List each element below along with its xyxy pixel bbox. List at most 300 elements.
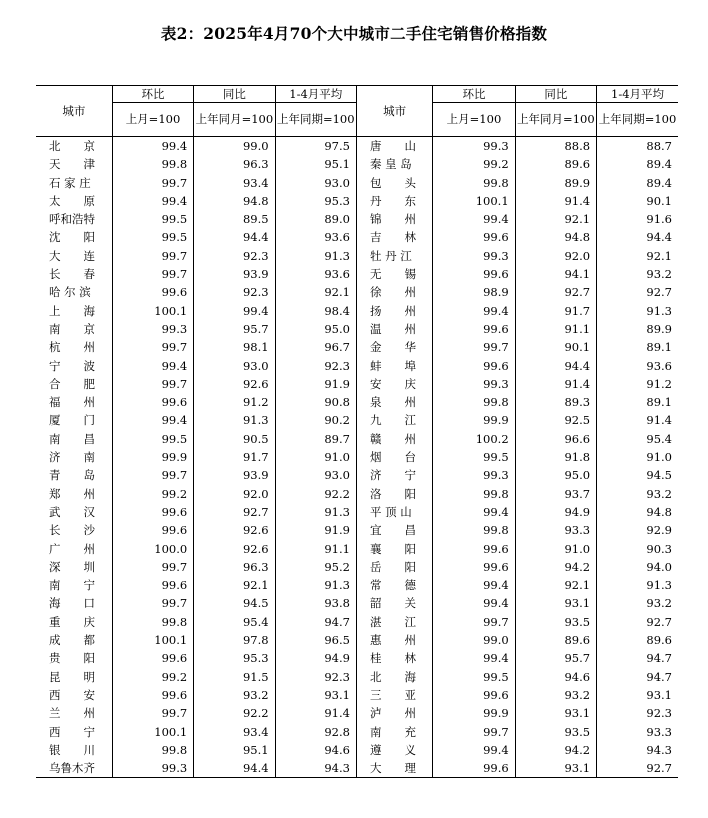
mom-value-cell: 99.6 [433, 686, 515, 704]
avg-value-cell: 93.2 [597, 594, 678, 612]
mom-value-cell: 99.2 [433, 155, 515, 173]
mom-value-cell: 99.6 [433, 228, 515, 246]
mom-value-cell: 99.6 [112, 393, 193, 411]
mom-value-cell: 99.2 [112, 485, 193, 503]
avg-value-cell: 92.1 [275, 283, 356, 301]
city-name-cell: 泉 州 [356, 393, 432, 411]
city-name-cell: 蚌 埠 [356, 357, 432, 375]
city-name-cell: 乌鲁木齐 [36, 759, 112, 778]
avg-value-cell: 93.8 [275, 594, 356, 612]
mom-value-cell: 99.7 [112, 375, 193, 393]
mom-value-cell: 99.6 [112, 686, 193, 704]
table-row [36, 302, 678, 320]
mom-value-cell: 99.8 [112, 613, 193, 631]
mom-value-cell: 99.7 [112, 558, 193, 576]
yoy-value-cell: 92.1 [194, 576, 275, 594]
city-name-cell: 太 原 [49, 193, 95, 208]
city-name-cell: 常 德 [356, 576, 432, 594]
avg-value-cell: 92.9 [597, 521, 678, 539]
mom-value-cell: 99.7 [112, 704, 193, 722]
city-name-cell: 大 连 [49, 248, 95, 263]
city-name-cell: 西 安 [49, 687, 95, 702]
avg-value-cell: 92.1 [597, 247, 678, 265]
city-name-cell: 烟 台 [356, 448, 432, 466]
avg-value-cell: 89.4 [597, 174, 678, 192]
avg-value-cell: 91.2 [597, 375, 678, 393]
avg-value-cell: 91.0 [597, 448, 678, 466]
yoy-value-cell: 94.4 [515, 357, 596, 375]
mom-value-cell: 99.7 [112, 265, 193, 283]
mom-value-cell: 99.3 [433, 247, 515, 265]
yoy-value-cell: 94.9 [515, 503, 596, 521]
table-row [36, 320, 678, 338]
mom-value-cell: 99.7 [112, 338, 193, 356]
mom-value-cell: 99.8 [433, 485, 515, 503]
table-row [36, 594, 678, 612]
city-name-cell: 韶 关 [356, 594, 432, 612]
city-name-cell: 桂 林 [356, 649, 432, 667]
city-name-cell: 呼和浩特 [49, 212, 95, 227]
yoy-value-cell: 93.4 [194, 174, 275, 192]
yoy-value-cell: 95.7 [515, 649, 596, 667]
yoy-value-cell: 92.2 [194, 704, 275, 722]
avg-value-cell: 91.4 [597, 411, 678, 429]
city-name-cell: 秦 皇 岛 [356, 155, 432, 173]
city-name-cell: 武 汉 [49, 504, 95, 519]
avg-value-cell: 94.7 [597, 649, 678, 667]
city-name-cell: 湛 江 [356, 613, 432, 631]
city-name-cell: 海 口 [49, 596, 95, 611]
table-row [36, 686, 678, 704]
mom-value-cell: 99.7 [112, 247, 193, 265]
avg-value-cell: 94.7 [275, 613, 356, 631]
yoy-value-cell: 93.5 [515, 723, 596, 741]
avg-value-cell: 88.7 [597, 137, 678, 156]
city-name-cell: 贵 阳 [49, 651, 95, 666]
yoy-value-cell: 95.7 [194, 320, 275, 338]
avg-value-cell: 94.8 [597, 503, 678, 521]
table-title: 表2：2025年4月70个大中城市二手住宅销售价格指数 [160, 24, 548, 43]
avg-value-cell: 95.0 [275, 320, 356, 338]
table-row [36, 759, 678, 778]
city-name-cell: 泸 州 [356, 704, 432, 722]
avg-value-cell: 92.3 [275, 668, 356, 686]
city-name-cell: 西 宁 [49, 724, 95, 739]
yoy-value-cell: 93.4 [194, 723, 275, 741]
avg-value-cell: 89.1 [597, 338, 678, 356]
mom-value-cell: 99.4 [433, 576, 515, 594]
yoy-value-cell: 91.7 [194, 448, 275, 466]
avg-value-cell: 90.3 [597, 540, 678, 558]
city-name-cell: 温 州 [356, 320, 432, 338]
table-row [36, 448, 678, 466]
yoy-value-cell: 93.2 [515, 686, 596, 704]
avg-value-cell: 95.4 [597, 430, 678, 448]
city-name-cell: 北 京 [49, 139, 95, 153]
yoy-value-cell: 89.3 [515, 393, 596, 411]
avg-value-cell: 93.2 [597, 485, 678, 503]
mom-value-cell: 100.1 [433, 192, 515, 210]
city-name-cell: 岳 阳 [356, 558, 432, 576]
table-row [36, 576, 678, 594]
avg-value-cell: 91.3 [597, 576, 678, 594]
city-name-cell: 青 岛 [49, 468, 95, 483]
city-name-cell: 丹 东 [356, 192, 432, 210]
table-row [36, 613, 678, 631]
table-row [36, 283, 678, 301]
mom-value-cell: 99.4 [112, 411, 193, 429]
mom-value-cell: 100.0 [112, 540, 193, 558]
avg-value-cell: 92.8 [275, 723, 356, 741]
mom-value-cell: 99.6 [433, 558, 515, 576]
yoy-value-cell: 94.2 [515, 741, 596, 759]
avg-value-cell: 95.3 [275, 192, 356, 210]
avg-value-cell: 89.7 [275, 430, 356, 448]
table-row [36, 521, 678, 539]
mom-value-cell: 99.3 [433, 466, 515, 484]
yoy-header-right: 同比 [515, 86, 596, 103]
avg-value-cell: 95.1 [275, 155, 356, 173]
city-name-cell: 兰 州 [49, 706, 95, 721]
mom-value-cell: 99.6 [433, 265, 515, 283]
city-name-cell: 上 海 [49, 303, 95, 318]
city-name-cell: 宜 昌 [356, 521, 432, 539]
mom-header-right: 环比 [433, 86, 515, 103]
city-name-cell: 银 川 [49, 742, 95, 757]
yoy-value-cell: 91.2 [194, 393, 275, 411]
mom-value-cell: 99.4 [433, 210, 515, 228]
avg-value-cell: 92.7 [597, 283, 678, 301]
avg-value-cell: 97.5 [275, 137, 356, 156]
city-name-cell: 南 京 [49, 321, 95, 336]
avg-value-cell: 94.6 [275, 741, 356, 759]
mom-value-cell: 99.4 [433, 649, 515, 667]
city-name-cell: 石 家 庄 [49, 175, 91, 190]
city-name-cell: 锦 州 [356, 210, 432, 228]
table-row [36, 741, 678, 759]
price-index-table [36, 85, 678, 778]
avg-value-cell: 91.3 [275, 247, 356, 265]
city-name-cell: 济 南 [49, 450, 95, 465]
table-row [36, 338, 678, 356]
avg-value-cell: 91.1 [275, 540, 356, 558]
avg-header-left: 1-4月平均 [275, 86, 356, 103]
city-name-cell: 金 华 [356, 338, 432, 356]
avg-value-cell: 94.4 [597, 228, 678, 246]
yoy-value-cell: 93.5 [515, 613, 596, 631]
yoy-value-cell: 92.7 [515, 283, 596, 301]
mom-value-cell: 99.7 [112, 466, 193, 484]
mom-value-cell: 99.7 [112, 594, 193, 612]
table-row [36, 247, 678, 265]
mom-value-cell: 99.4 [112, 357, 193, 375]
mom-value-cell: 100.1 [112, 631, 193, 649]
city-name-cell: 南 充 [356, 723, 432, 741]
city-name-cell: 包 头 [356, 174, 432, 192]
mom-value-cell: 99.7 [433, 338, 515, 356]
city-name-cell: 杭 州 [49, 340, 95, 355]
yoy-value-cell: 93.0 [194, 357, 275, 375]
yoy-value-cell: 91.0 [515, 540, 596, 558]
yoy-value-cell: 92.0 [515, 247, 596, 265]
avg-value-cell: 94.9 [275, 649, 356, 667]
city-name-cell: 重 庆 [49, 614, 95, 629]
yoy-value-cell: 98.1 [194, 338, 275, 356]
avg-value-cell: 93.6 [597, 357, 678, 375]
avg-value-cell: 89.0 [275, 210, 356, 228]
mom-value-cell: 99.2 [112, 668, 193, 686]
mom-value-cell: 99.8 [433, 521, 515, 539]
table-row [36, 704, 678, 722]
mom-value-cell: 99.7 [433, 613, 515, 631]
city-column-header-right: 城市 [356, 86, 432, 137]
city-name-cell: 长 沙 [49, 523, 95, 538]
mom-value-cell: 99.4 [433, 302, 515, 320]
yoy-value-cell: 92.3 [194, 283, 275, 301]
avg-value-cell: 91.0 [275, 448, 356, 466]
table-row [36, 558, 678, 576]
yoy-value-cell: 93.1 [515, 704, 596, 722]
avg-value-cell: 98.4 [275, 302, 356, 320]
mom-base-right: 上月=100 [433, 103, 515, 137]
avg-value-cell: 92.7 [597, 759, 678, 778]
yoy-value-cell: 89.6 [515, 631, 596, 649]
mom-value-cell: 99.3 [433, 137, 515, 156]
table-row [36, 485, 678, 503]
mom-value-cell: 99.7 [433, 723, 515, 741]
city-name-cell: 九 江 [356, 411, 432, 429]
yoy-value-cell: 93.2 [194, 686, 275, 704]
city-name-cell: 哈 尔 滨 [49, 285, 91, 300]
yoy-value-cell: 93.7 [515, 485, 596, 503]
mom-value-cell: 99.8 [112, 155, 193, 173]
yoy-value-cell: 93.9 [194, 466, 275, 484]
yoy-base-left: 上年同月=100 [194, 103, 275, 137]
city-name-cell: 三 亚 [356, 686, 432, 704]
mom-value-cell: 99.6 [433, 759, 515, 778]
table-row [36, 137, 678, 156]
city-name-cell: 福 州 [49, 395, 95, 410]
city-name-cell: 宁 波 [49, 358, 95, 373]
avg-value-cell: 89.9 [597, 320, 678, 338]
yoy-value-cell: 91.4 [515, 192, 596, 210]
city-name-cell: 安 庆 [356, 375, 432, 393]
avg-value-cell: 92.7 [597, 613, 678, 631]
yoy-value-cell: 90.5 [194, 430, 275, 448]
city-name-cell: 洛 阳 [356, 485, 432, 503]
yoy-value-cell: 95.1 [194, 741, 275, 759]
table-row [36, 155, 678, 173]
avg-value-cell: 91.9 [275, 521, 356, 539]
yoy-value-cell: 94.1 [515, 265, 596, 283]
yoy-value-cell: 93.9 [194, 265, 275, 283]
city-name-cell: 平 顶 山 [356, 503, 432, 521]
yoy-value-cell: 96.3 [194, 155, 275, 173]
avg-value-cell: 90.1 [597, 192, 678, 210]
yoy-value-cell: 93.3 [515, 521, 596, 539]
city-name-cell: 昆 明 [49, 669, 95, 684]
mom-value-cell: 98.9 [433, 283, 515, 301]
avg-value-cell: 94.5 [597, 466, 678, 484]
city-name-cell: 徐 州 [356, 283, 432, 301]
city-name-cell: 成 都 [49, 633, 95, 648]
yoy-base-right: 上年同月=100 [515, 103, 596, 137]
mom-value-cell: 100.2 [433, 430, 515, 448]
table-body [36, 137, 678, 778]
city-name-cell: 天 津 [49, 157, 95, 172]
avg-value-cell: 93.6 [275, 228, 356, 246]
avg-value-cell: 94.0 [597, 558, 678, 576]
mom-value-cell: 99.5 [112, 228, 193, 246]
yoy-value-cell: 92.7 [194, 503, 275, 521]
avg-value-cell: 90.2 [275, 411, 356, 429]
mom-value-cell: 99.6 [112, 649, 193, 667]
yoy-value-cell: 94.2 [515, 558, 596, 576]
mom-value-cell: 99.4 [433, 741, 515, 759]
yoy-header-left: 同比 [194, 86, 275, 103]
yoy-value-cell: 90.1 [515, 338, 596, 356]
city-name-cell: 沈 阳 [49, 230, 95, 245]
mom-value-cell: 99.9 [112, 448, 193, 466]
mom-value-cell: 99.7 [112, 174, 193, 192]
city-name-cell: 吉 林 [356, 228, 432, 246]
yoy-value-cell: 91.3 [194, 411, 275, 429]
mom-value-cell: 99.6 [433, 357, 515, 375]
mom-value-cell: 99.8 [433, 174, 515, 192]
mom-value-cell: 99.8 [112, 741, 193, 759]
avg-value-cell: 92.3 [275, 357, 356, 375]
mom-value-cell: 99.9 [433, 704, 515, 722]
city-name-cell: 广 州 [49, 541, 95, 556]
city-name-cell: 遵 义 [356, 741, 432, 759]
city-name-cell: 牡 丹 江 [356, 247, 432, 265]
city-name-cell: 济 宁 [356, 466, 432, 484]
table-row [36, 210, 678, 228]
yoy-value-cell: 99.0 [194, 137, 275, 156]
mom-value-cell: 99.3 [433, 375, 515, 393]
yoy-value-cell: 94.8 [194, 192, 275, 210]
city-name-cell: 深 圳 [49, 559, 95, 574]
mom-value-cell: 99.4 [433, 594, 515, 612]
avg-value-cell: 95.2 [275, 558, 356, 576]
city-name-cell: 赣 州 [356, 430, 432, 448]
yoy-value-cell: 89.5 [194, 210, 275, 228]
yoy-value-cell: 94.5 [194, 594, 275, 612]
yoy-value-cell: 96.3 [194, 558, 275, 576]
avg-value-cell: 94.7 [597, 668, 678, 686]
yoy-value-cell: 95.4 [194, 613, 275, 631]
mom-header-left: 环比 [112, 86, 193, 103]
mom-value-cell: 99.5 [112, 210, 193, 228]
avg-value-cell: 91.3 [275, 503, 356, 521]
table-row [36, 411, 678, 429]
yoy-value-cell: 94.4 [194, 759, 275, 778]
mom-value-cell: 99.3 [112, 320, 193, 338]
avg-value-cell: 91.3 [597, 302, 678, 320]
city-name-cell: 北 海 [356, 668, 432, 686]
avg-value-cell: 91.4 [275, 704, 356, 722]
avg-base-left: 上年同期=100 [275, 103, 356, 137]
yoy-value-cell: 92.5 [515, 411, 596, 429]
yoy-value-cell: 93.1 [515, 594, 596, 612]
mom-value-cell: 100.1 [112, 302, 193, 320]
table-row [36, 393, 678, 411]
table-row [36, 466, 678, 484]
avg-value-cell: 93.3 [597, 723, 678, 741]
avg-value-cell: 91.3 [275, 576, 356, 594]
avg-value-cell: 94.3 [597, 741, 678, 759]
city-column-header-left: 城市 [36, 86, 112, 137]
mom-value-cell: 99.6 [433, 540, 515, 558]
yoy-value-cell: 93.1 [515, 759, 596, 778]
mom-value-cell: 99.5 [433, 668, 515, 686]
yoy-value-cell: 94.8 [515, 228, 596, 246]
yoy-value-cell: 94.4 [194, 228, 275, 246]
mom-value-cell: 99.5 [433, 448, 515, 466]
table-row [36, 430, 678, 448]
avg-value-cell: 93.0 [275, 174, 356, 192]
avg-value-cell: 93.6 [275, 265, 356, 283]
avg-header-right: 1-4月平均 [597, 86, 678, 103]
mom-value-cell: 99.6 [112, 503, 193, 521]
city-name-cell: 惠 州 [356, 631, 432, 649]
city-name-cell: 大 理 [356, 759, 432, 778]
avg-value-cell: 93.0 [275, 466, 356, 484]
yoy-value-cell: 91.8 [515, 448, 596, 466]
mom-value-cell: 99.0 [433, 631, 515, 649]
yoy-value-cell: 91.7 [515, 302, 596, 320]
city-name-cell: 南 昌 [49, 431, 95, 446]
table-row [36, 649, 678, 667]
table-row [36, 723, 678, 741]
yoy-value-cell: 99.4 [194, 302, 275, 320]
avg-base-right: 上年同期=100 [597, 103, 678, 137]
table-row [36, 631, 678, 649]
mom-value-cell: 99.6 [112, 283, 193, 301]
mom-value-cell: 99.6 [112, 576, 193, 594]
yoy-value-cell: 91.5 [194, 668, 275, 686]
city-name-cell: 扬 州 [356, 302, 432, 320]
table-row [36, 540, 678, 558]
yoy-value-cell: 94.6 [515, 668, 596, 686]
yoy-value-cell: 92.6 [194, 540, 275, 558]
city-name-cell: 南 宁 [49, 578, 95, 593]
avg-value-cell: 96.7 [275, 338, 356, 356]
mom-value-cell: 99.4 [112, 192, 193, 210]
avg-value-cell: 91.6 [597, 210, 678, 228]
city-name-cell: 襄 阳 [356, 540, 432, 558]
city-name-cell: 长 春 [49, 267, 95, 282]
yoy-value-cell: 89.6 [515, 155, 596, 173]
mom-value-cell: 99.6 [433, 320, 515, 338]
yoy-value-cell: 92.3 [194, 247, 275, 265]
avg-value-cell: 92.3 [597, 704, 678, 722]
table-row [36, 174, 678, 192]
mom-value-cell: 100.1 [112, 723, 193, 741]
avg-value-cell: 94.3 [275, 759, 356, 778]
avg-value-cell: 89.1 [597, 393, 678, 411]
yoy-value-cell: 91.4 [515, 375, 596, 393]
mom-value-cell: 99.4 [433, 503, 515, 521]
yoy-value-cell: 95.0 [515, 466, 596, 484]
table-row [36, 357, 678, 375]
yoy-value-cell: 95.3 [194, 649, 275, 667]
avg-value-cell: 93.2 [597, 265, 678, 283]
mom-value-cell: 99.6 [112, 521, 193, 539]
city-name-cell: 厦 门 [49, 413, 95, 428]
mom-value-cell: 99.4 [112, 137, 193, 156]
mom-value-cell: 99.5 [112, 430, 193, 448]
